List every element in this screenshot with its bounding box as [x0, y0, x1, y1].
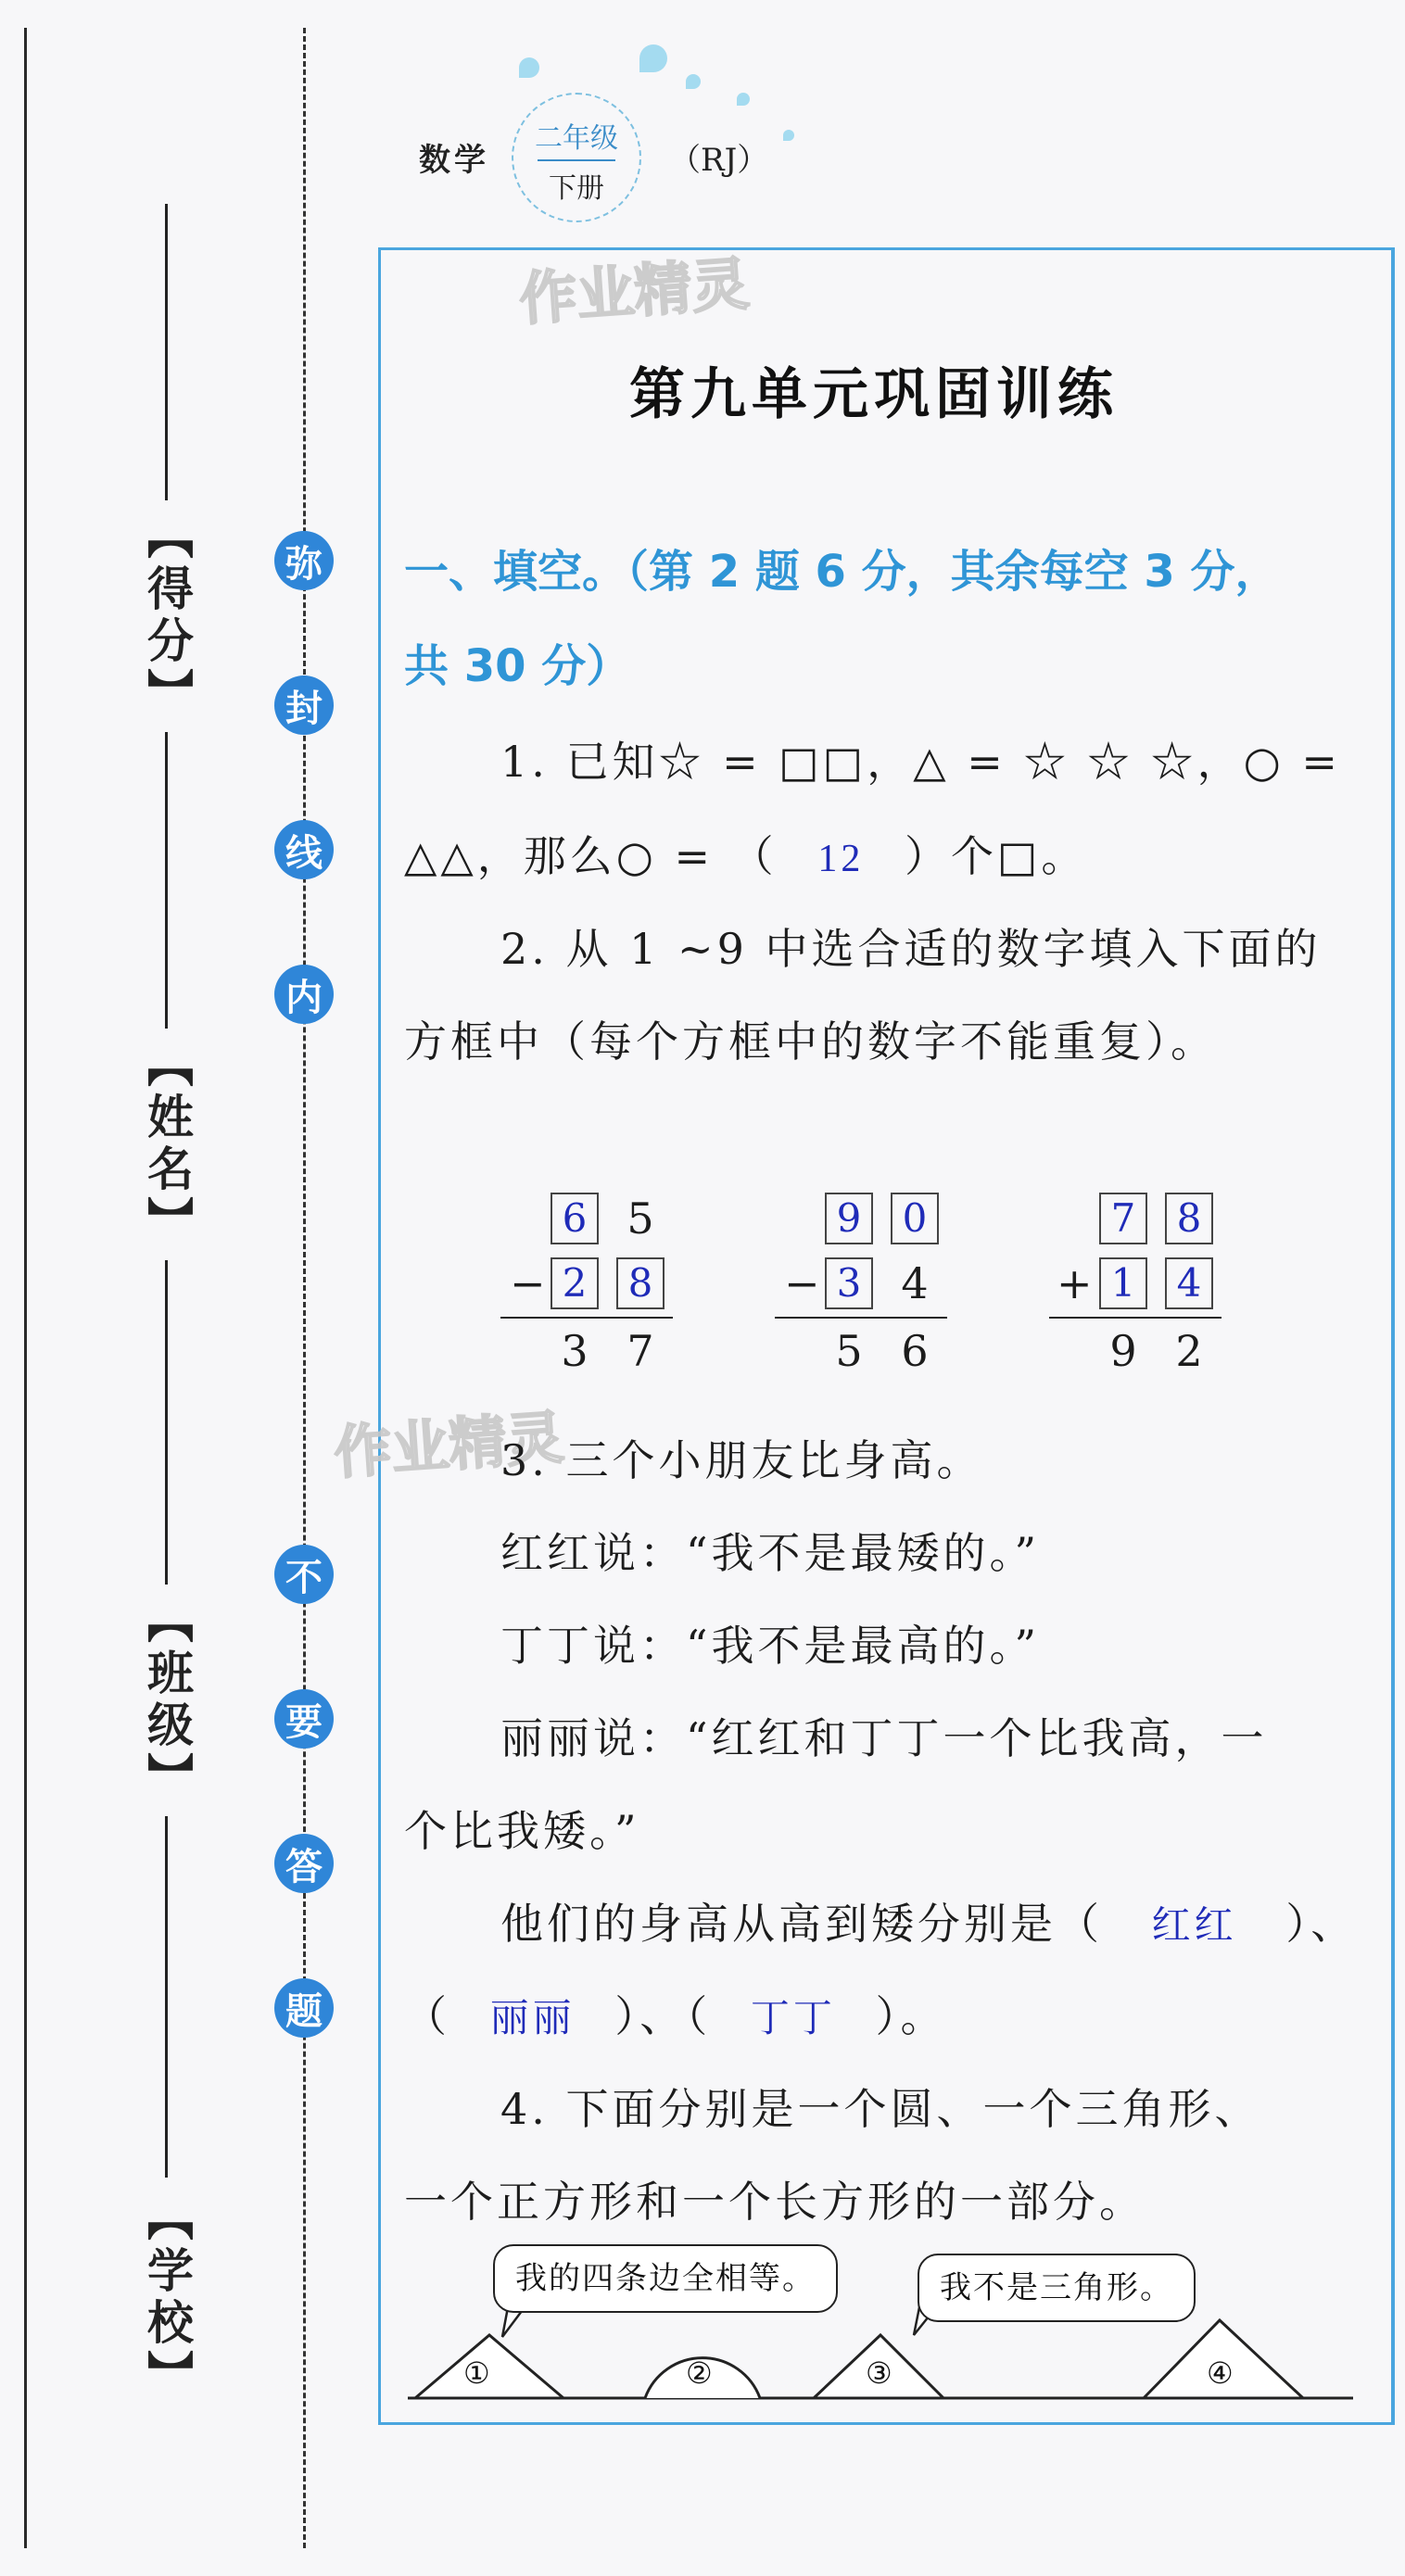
q1-answer: 12 [817, 838, 865, 880]
problem-c-operator: + [1057, 1258, 1093, 1308]
problem-a-top-tens-box: 6 [551, 1193, 599, 1244]
shape-label-4: ④ [1207, 2355, 1234, 2391]
edition-label: （RJ） [669, 142, 769, 179]
q3-line1: 3. 三个小朋友比身高。 [500, 1435, 983, 1485]
problem-b-mid-tens-box: 3 [825, 1257, 873, 1309]
problem-c-mid-tens-box: 1 [1099, 1257, 1147, 1309]
shape-label-3: ③ [866, 2355, 892, 2391]
problem-a-operator: − [510, 1258, 546, 1308]
snowflake-decoration [737, 93, 750, 106]
seal-char-xian: 线 [274, 820, 334, 879]
q2-line1: 2. 从 1 ~9 中选合适的数字填入下面的 [500, 924, 1322, 974]
grade-badge [512, 93, 641, 222]
problem-a-result-tens: 3 [561, 1326, 589, 1376]
q3-line4: 丽丽说：“红红和丁丁一个比我高，一 [500, 1713, 1268, 1763]
q1-line1: 1. 已知☆ = □□，△ = ☆ ☆ ☆，○ = [500, 737, 1341, 787]
seal-char-nei: 内 [274, 965, 334, 1024]
name-write-line [165, 732, 168, 1029]
q3-line3: 丁丁说：“我不是最高的。” [500, 1621, 1041, 1671]
q1-line2-text: △△，那么○ = （ [404, 831, 778, 881]
snowflake-decoration [686, 74, 701, 89]
seal-char-da: 答 [274, 1834, 334, 1893]
class-label: 【班级】 [140, 1597, 194, 1804]
q4-line1: 4. 下面分别是一个圆、一个三角形、 [500, 2084, 1261, 2134]
snowflake-decoration [639, 44, 667, 72]
shape-label-1: ① [463, 2355, 490, 2391]
frame-right-edge [1392, 247, 1395, 2425]
problem-a-mid-tens-box: 2 [551, 1257, 599, 1309]
q4-line2: 一个正方形和一个长方形的一部分。 [404, 2177, 1146, 2227]
subject-label: 数学 [419, 142, 489, 179]
problem-c-top-tens-box: 7 [1099, 1193, 1147, 1244]
problem-b-result-tens: 5 [835, 1326, 863, 1376]
snowflake-decoration [783, 130, 794, 141]
problem-b-top-tens-box: 9 [825, 1193, 873, 1244]
seal-char-ti: 题 [274, 1978, 334, 2038]
q3-line6 [500, 1890, 1357, 1951]
seal-char-feng: 封 [274, 676, 334, 735]
q3-line6-tail: ）、 [1285, 1899, 1358, 1949]
problem-c-sum-line [1049, 1317, 1221, 1319]
q3-line7-mid: ）、（ [614, 1991, 712, 2041]
q3-answer3: 丁丁 [750, 1998, 836, 2040]
problem-b-top-ones-box: 0 [891, 1193, 939, 1244]
q3-line2: 红红说：“我不是最矮的。” [500, 1528, 1041, 1578]
page-title: 第九单元巩固训练 [629, 362, 1119, 427]
problem-c-result-tens: 9 [1109, 1326, 1137, 1376]
q3-line7-close: ）。 [875, 1991, 947, 2041]
score-label: 【得分】 [140, 512, 194, 720]
problem-b-result-ones: 6 [901, 1326, 929, 1376]
q3-line7 [404, 1983, 947, 2044]
speech-bubble-1: 我的四条边全相等。 [493, 2244, 838, 2313]
watermark: 作业精灵 [332, 1403, 566, 1487]
school-write-line [165, 1816, 168, 2178]
name-label: 【姓名】 [140, 1041, 194, 1248]
problem-a-result-ones: 7 [627, 1326, 654, 1376]
speech-bubble-2: 我不是三角形。 [918, 2254, 1196, 2322]
watermark: 作业精灵 [517, 249, 752, 334]
problem-b-operator: − [784, 1258, 820, 1308]
q3-line5: 个比我矮。” [404, 1806, 640, 1856]
grade-text: 二年级 [535, 122, 618, 155]
problem-a-mid-ones-box: 8 [616, 1257, 665, 1309]
seal-char-mi: 弥 [274, 531, 334, 590]
seal-char-yao: 要 [274, 1689, 334, 1749]
shape-label-2: ② [686, 2355, 713, 2391]
problem-a-sum-line [500, 1317, 673, 1319]
section1-heading-line2: 共 30 分） [404, 640, 631, 692]
class-write-line [165, 1260, 168, 1585]
school-label: 【学校】 [140, 2194, 194, 2402]
q3-line6-text: 他们的身高从高到矮分别是（ [500, 1899, 1103, 1949]
section1-heading-line1: 一、填空。（第 2 题 6 分，其余每空 3 分， [404, 546, 1280, 598]
q3-answer2: 丽丽 [489, 1998, 576, 2040]
problem-b-sum-line [775, 1317, 947, 1319]
snowflake-decoration [519, 57, 539, 78]
problem-a-top-ones: 5 [627, 1193, 654, 1244]
badge-divider [538, 159, 615, 161]
problem-c-mid-ones-box: 4 [1165, 1257, 1213, 1309]
volume-text: 下册 [549, 172, 604, 205]
q3-line7-open: （ [404, 1991, 450, 2041]
problem-b-mid-ones: 4 [901, 1258, 929, 1308]
q1-line2 [404, 823, 1087, 884]
q3-answer1: 红红 [1151, 1905, 1237, 1948]
problem-c-top-ones-box: 8 [1165, 1193, 1213, 1244]
seal-char-bu: 不 [274, 1545, 334, 1604]
q1-line2-tail: ）个□。 [904, 831, 1088, 881]
problem-c-result-ones: 2 [1175, 1326, 1203, 1376]
q2-line2: 方框中（每个方框中的数字不能重复）。 [404, 1017, 1217, 1067]
